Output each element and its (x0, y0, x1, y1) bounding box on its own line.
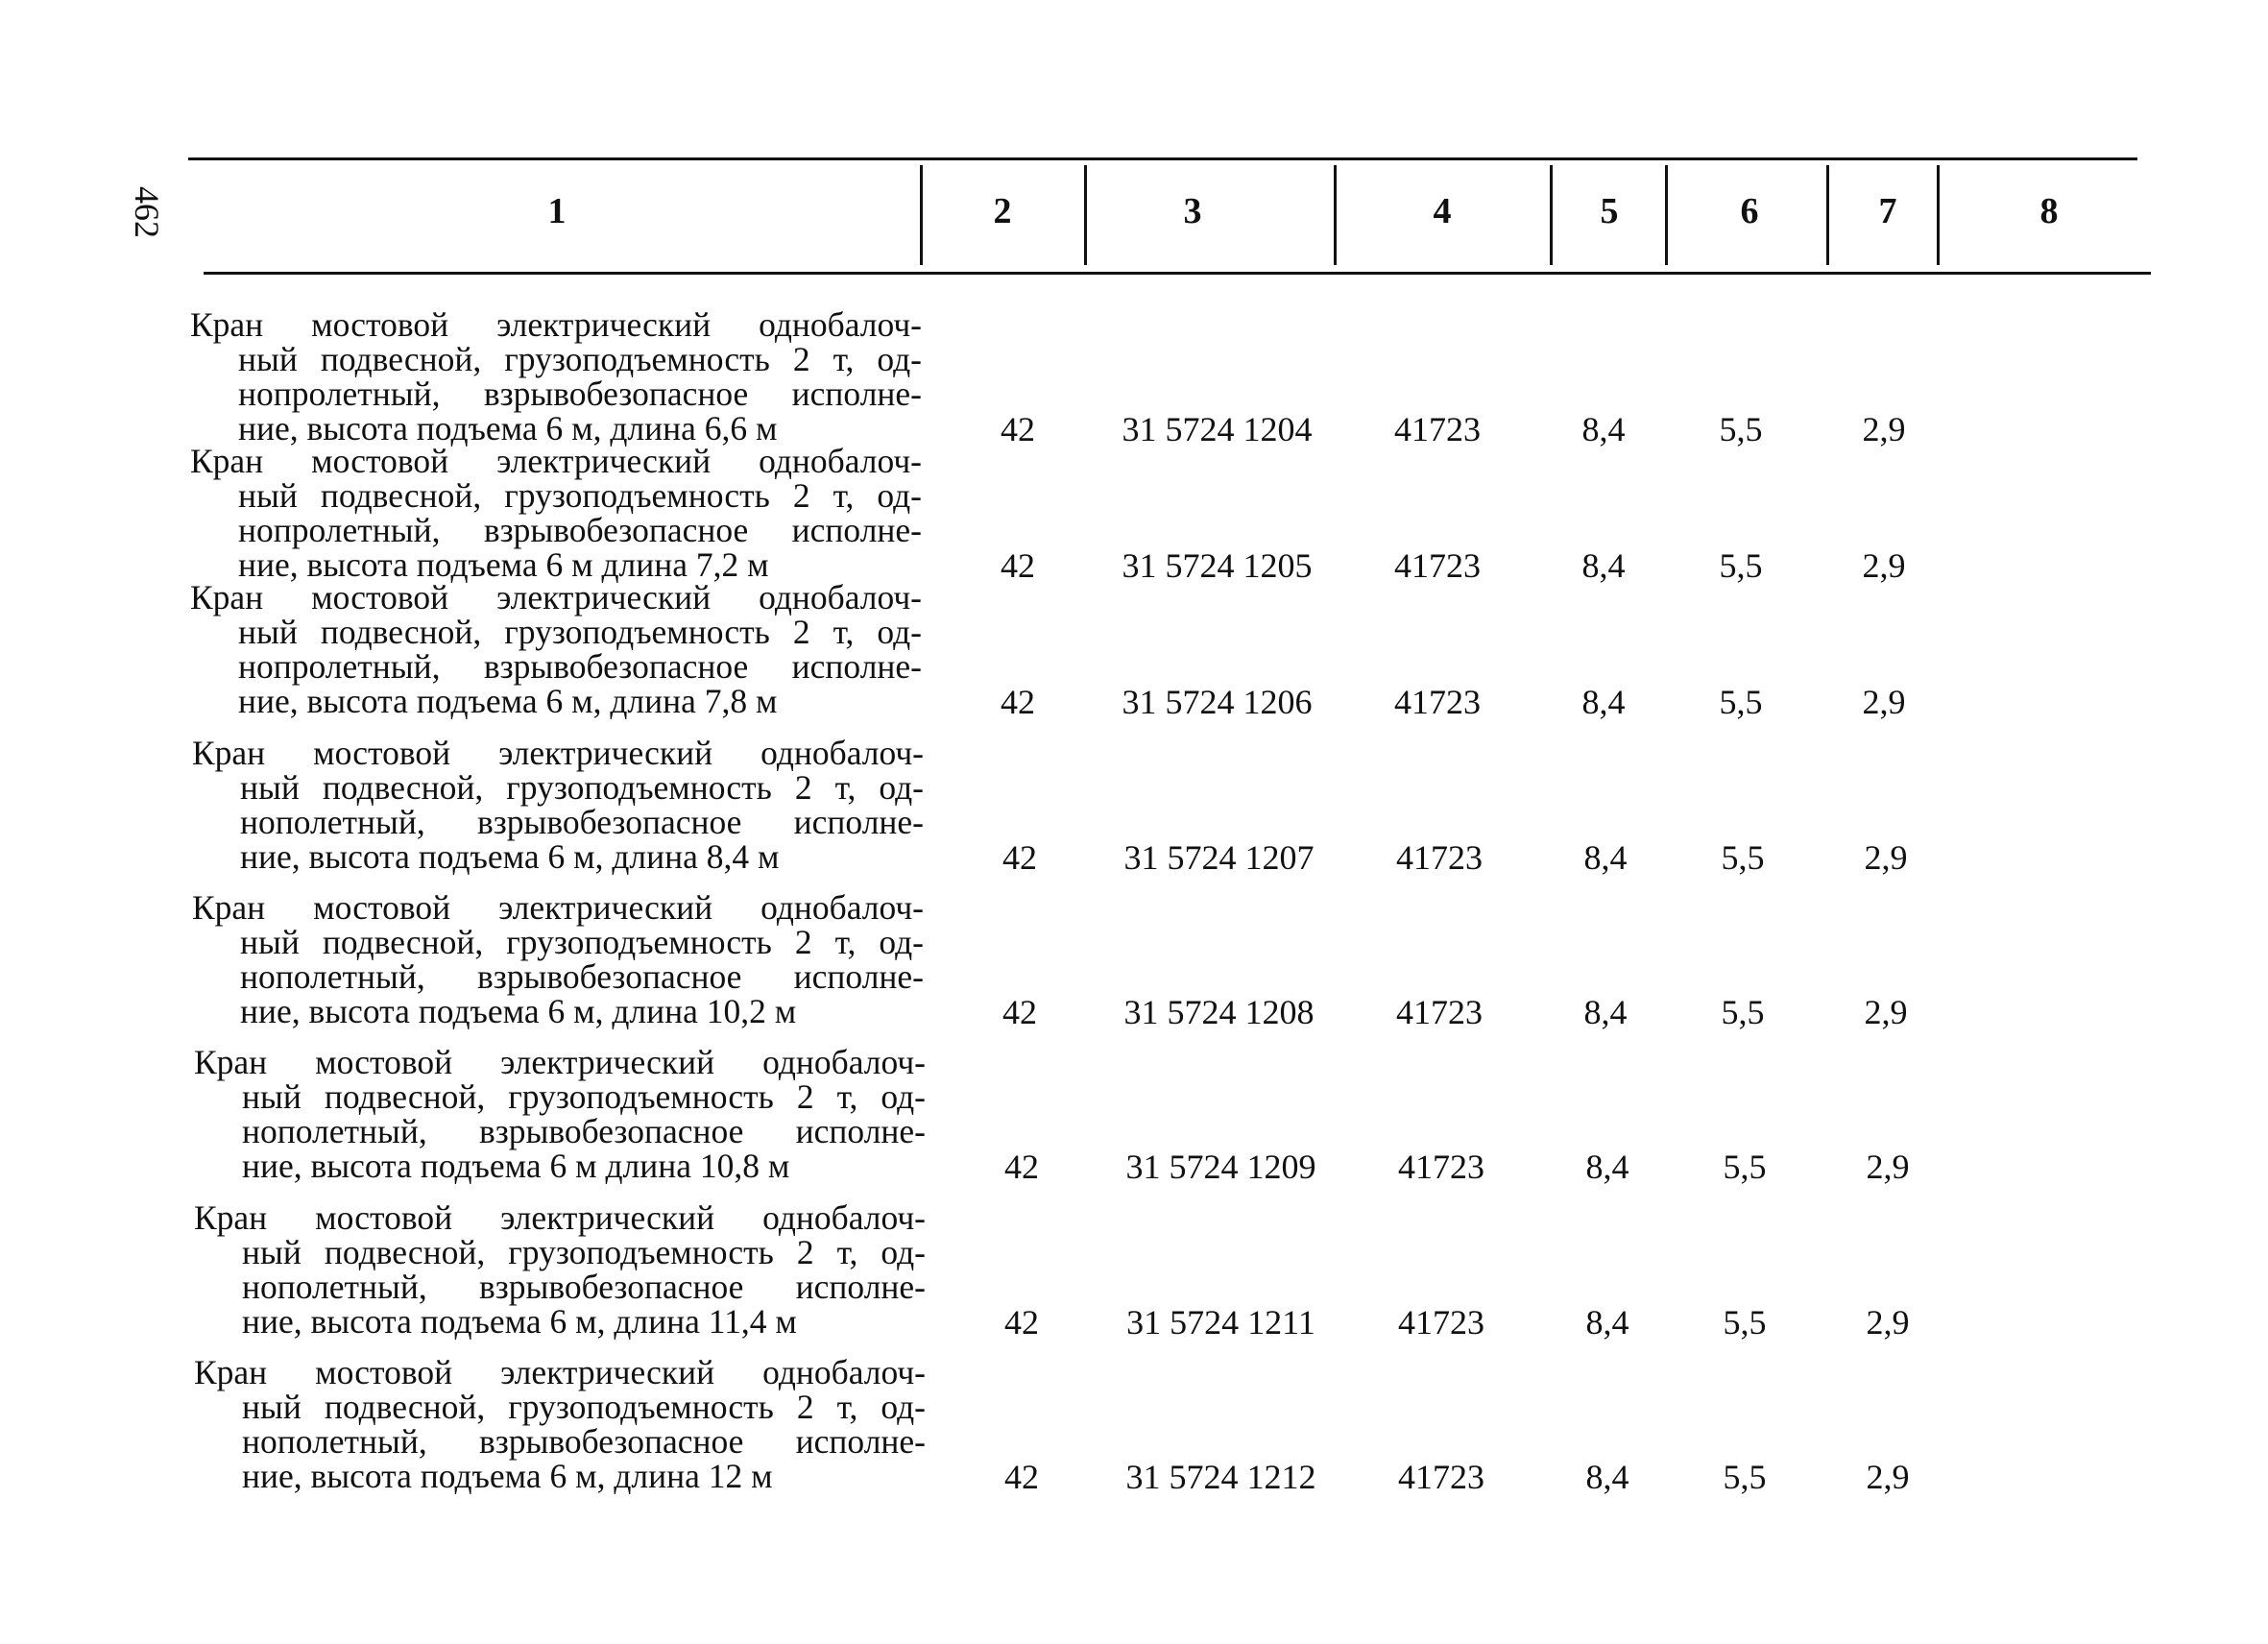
column-header-7: 7 (1878, 191, 1897, 231)
table-row (0, 1200, 2268, 1344)
description-line: нополетный, взрывобезопасное исполне- (242, 1422, 926, 1461)
description-line: ный подвесной, грузоподъемность 2 т, од- (238, 340, 922, 378)
item-description (192, 890, 924, 1028)
cell-col-4: 41723 (1396, 993, 1483, 1031)
table-row (0, 1045, 2268, 1189)
cell-col-7: 2,9 (1862, 683, 1906, 721)
cell-col-7: 2,9 (1866, 1303, 1910, 1342)
cell-col-3: 31 5724 1205 (1122, 546, 1313, 585)
description-line: ние, высота подъема 6 м длина 10,8 м (242, 1147, 790, 1185)
cell-col-6: 5,5 (1719, 410, 1763, 448)
table-header-bottom-rule (204, 272, 2151, 275)
cell-col-4: 41723 (1398, 1458, 1484, 1496)
column-divider (1550, 165, 1553, 265)
table-row (0, 890, 2268, 1034)
cell-col-5: 8,4 (1581, 410, 1626, 448)
description-line: Кран мостовой электрический однобалоч- (192, 888, 924, 927)
cell-col-6: 5,5 (1719, 546, 1763, 585)
cell-col-2: 42 (1002, 993, 1037, 1031)
cell-col-2: 42 (1004, 1303, 1039, 1342)
cell-col-3: 31 5724 1211 (1126, 1303, 1315, 1342)
cell-col-4: 41723 (1398, 1303, 1484, 1342)
item-description (190, 444, 922, 582)
item-description (194, 1045, 926, 1183)
cell-col-4: 41723 (1394, 546, 1481, 585)
table-row (0, 307, 2268, 451)
cell-col-5: 8,4 (1581, 546, 1626, 585)
cell-col-6: 5,5 (1721, 993, 1765, 1031)
column-header-4: 4 (1433, 191, 1452, 231)
cell-col-5: 8,4 (1583, 993, 1628, 1031)
cell-col-5: 8,4 (1585, 1458, 1629, 1496)
cell-col-7: 2,9 (1862, 410, 1906, 448)
description-line: ный подвесной, грузоподъемность 2 т, од- (240, 923, 924, 961)
description-line: нополетный, взрывобезопасное исполне- (242, 1112, 926, 1150)
description-line: Кран мостовой электрический однобалоч- (190, 305, 922, 344)
cell-col-6: 5,5 (1723, 1303, 1767, 1342)
description-line: нопролетный, взрывобезопасное исполне- (238, 511, 922, 549)
description-line: Кран мостовой электрический однобалоч- (194, 1043, 926, 1081)
item-description (194, 1200, 926, 1339)
description-line: ный подвесной, грузоподъемность 2 т, од- (242, 1077, 926, 1116)
description-line: Кран мостовой электрический однобалоч- (192, 734, 924, 772)
table-top-rule (188, 157, 2137, 160)
cell-col-3: 31 5724 1207 (1123, 838, 1315, 877)
description-line: ный подвесной, грузоподъемность 2 т, од- (238, 476, 922, 515)
cell-col-3: 31 5724 1212 (1125, 1458, 1316, 1496)
column-divider (1826, 165, 1829, 265)
column-header-2: 2 (993, 191, 1012, 231)
column-divider (1334, 165, 1337, 265)
description-line: ние, высота подъема 6 м, длина 7,8 м (238, 682, 778, 720)
description-line: ние, высота подъема 6 м, длина 8,4 м (240, 837, 780, 876)
cell-col-2: 42 (1004, 1458, 1039, 1496)
column-header-5: 5 (1600, 191, 1619, 231)
description-line: ние, высота подъема 6 м, длина 11,4 м (242, 1302, 797, 1341)
cell-col-4: 41723 (1398, 1148, 1484, 1186)
column-divider (1937, 165, 1940, 265)
column-header-8: 8 (2039, 191, 2059, 231)
cell-col-2: 42 (1002, 838, 1037, 877)
item-description (192, 736, 924, 874)
table-row (0, 444, 2268, 588)
description-line: ние, высота подъема 6 м длина 7,2 м (238, 545, 769, 584)
column-divider (1665, 165, 1668, 265)
description-line: ный подвесной, грузоподъемность 2 т, од- (240, 768, 924, 807)
table-row (0, 1355, 2268, 1499)
cell-col-5: 8,4 (1583, 838, 1628, 877)
description-line: ный подвесной, грузоподъемность 2 т, од- (242, 1388, 926, 1426)
description-line: ние, высота подъема 6 м, длина 10,2 м (240, 992, 797, 1030)
table-row (0, 580, 2268, 724)
cell-col-2: 42 (1004, 1148, 1039, 1186)
item-description (190, 580, 922, 718)
column-header-6: 6 (1740, 191, 1759, 231)
cell-col-3: 31 5724 1209 (1125, 1148, 1316, 1186)
cell-col-6: 5,5 (1723, 1148, 1767, 1186)
description-line: Кран мостовой электрический однобалоч- (194, 1353, 926, 1391)
item-description (190, 307, 922, 446)
cell-col-2: 42 (1001, 410, 1035, 448)
cell-col-4: 41723 (1394, 410, 1481, 448)
cell-col-2: 42 (1001, 546, 1035, 585)
cell-col-5: 8,4 (1585, 1303, 1629, 1342)
cell-col-4: 41723 (1396, 838, 1483, 877)
cell-col-7: 2,9 (1866, 1458, 1910, 1496)
cell-col-7: 2,9 (1862, 546, 1906, 585)
description-line: нополетный, взрывобезопасное исполне- (240, 957, 924, 996)
cell-col-3: 31 5724 1206 (1122, 683, 1313, 721)
page-number: 462 (128, 186, 166, 238)
cell-col-6: 5,5 (1719, 683, 1763, 721)
column-header-3: 3 (1183, 191, 1202, 231)
description-line: нополетный, взрывобезопасное исполне- (240, 803, 924, 841)
description-line: Кран мостовой электрический однобалоч- (190, 442, 922, 480)
column-header-1: 1 (547, 191, 567, 231)
cell-col-6: 5,5 (1723, 1458, 1767, 1496)
description-line: ный подвесной, грузоподъемность 2 т, од- (238, 613, 922, 651)
column-divider (1084, 165, 1087, 265)
cell-col-7: 2,9 (1866, 1148, 1910, 1186)
cell-col-7: 2,9 (1864, 993, 1908, 1031)
item-description (194, 1355, 926, 1493)
cell-col-7: 2,9 (1864, 838, 1908, 877)
description-line: нопролетный, взрывобезопасное исполне- (238, 647, 922, 686)
description-line: ние, высота подъема 6 м, длина 6,6 м (238, 409, 778, 447)
cell-col-4: 41723 (1394, 683, 1481, 721)
description-line: нополетный, взрывобезопасное исполне- (242, 1268, 926, 1306)
column-divider (920, 165, 923, 265)
cell-col-5: 8,4 (1585, 1148, 1629, 1186)
description-line: Кран мостовой электрический однобалоч- (190, 578, 922, 616)
cell-col-2: 42 (1001, 683, 1035, 721)
table-row (0, 736, 2268, 880)
description-line: ние, высота подъема 6 м, длина 12 м (242, 1457, 773, 1495)
cell-col-6: 5,5 (1721, 838, 1765, 877)
description-line: ный подвесной, грузоподъемность 2 т, од- (242, 1233, 926, 1271)
cell-col-3: 31 5724 1204 (1122, 410, 1313, 448)
cell-col-3: 31 5724 1208 (1123, 993, 1315, 1031)
description-line: Кран мостовой электрический однобалоч- (194, 1198, 926, 1237)
cell-col-5: 8,4 (1581, 683, 1626, 721)
description-line: нопролетный, взрывобезопасное исполне- (238, 375, 922, 413)
